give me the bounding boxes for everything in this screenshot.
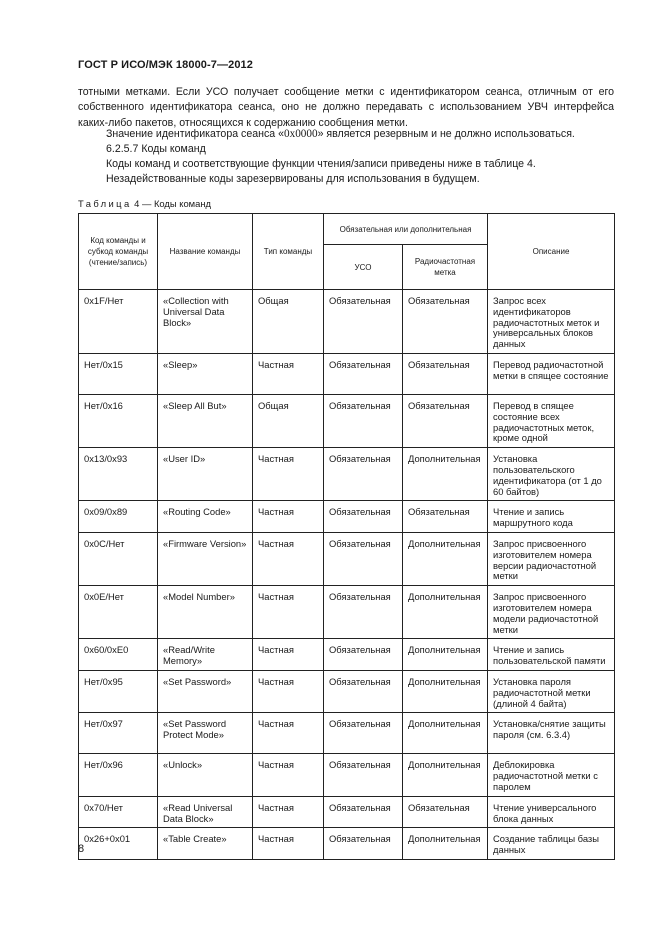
cell-uso: Обязательная	[324, 639, 403, 671]
cell-tag: Дополнительная	[403, 670, 488, 712]
cell-type: Частная	[253, 353, 324, 394]
cell-type: Частная	[253, 448, 324, 501]
table-row	[79, 532, 615, 585]
table-row	[79, 670, 615, 712]
cell-type: Частная	[253, 670, 324, 712]
paragraph-reserved-value	[106, 127, 575, 142]
cell-tag: Дополнительная	[403, 532, 488, 585]
cell-type: Частная	[253, 796, 324, 828]
reserved-text-after: » является резервным и не должно использоваться.	[317, 128, 575, 140]
table-caption	[78, 198, 211, 209]
cell-code: Нет/0x97	[79, 713, 158, 754]
cell-code: 0x0E/Нет	[79, 586, 158, 639]
table-row	[79, 353, 615, 394]
cell-desc: Запрос присвоенного изготовителем номера модели радиочастотной метки	[488, 586, 615, 639]
cell-name: «Read Universal Data Block»	[158, 796, 253, 828]
cell-uso: Обязательная	[324, 353, 403, 394]
table-row	[79, 448, 615, 501]
cell-desc: Перевод в спящее состояние всех радиочастотных меток, кроме одной	[488, 394, 615, 447]
header-uso: УСО	[324, 245, 403, 290]
cell-code: 0x60/0xE0	[79, 639, 158, 671]
cell-tag: Обязательная	[403, 353, 488, 394]
table-row	[79, 501, 615, 533]
cell-name: «User ID»	[158, 448, 253, 501]
cell-uso: Обязательная	[324, 713, 403, 754]
header-name: Название команды	[158, 214, 253, 290]
table-caption-word: Таблица	[78, 198, 132, 209]
cell-desc: Запрос всех идентификаторов радиочастотных меток и универсальных блоков данных	[488, 290, 615, 354]
header-rf-tag: Радиочастотная метка	[403, 245, 488, 290]
cell-tag: Дополнительная	[403, 448, 488, 501]
cell-tag: Обязательная	[403, 501, 488, 533]
cell-uso: Обязательная	[324, 796, 403, 828]
cell-type: Частная	[253, 532, 324, 585]
cell-name: «Routing Code»	[158, 501, 253, 533]
reserved-code: 0x0000	[284, 128, 318, 140]
header-mandatory-optional: Обязательная или дополнительная	[324, 214, 488, 245]
cell-desc: Запрос присвоенного изготовителем номера версии радиочастотной метки	[488, 532, 615, 585]
cell-tag: Обязательная	[403, 290, 488, 354]
cell-desc: Деблокировка радиочастотной метки с паролем	[488, 754, 615, 796]
cell-tag: Обязательная	[403, 394, 488, 447]
table-row	[79, 394, 615, 447]
cell-desc: Перевод радиочастотной метки в спящее состояние	[488, 353, 615, 394]
cell-uso: Обязательная	[324, 448, 403, 501]
section-heading: 6.2.5.7 Коды команд	[106, 143, 206, 155]
cell-tag: Дополнительная	[403, 754, 488, 796]
table-row	[79, 639, 615, 671]
cell-code: Нет/0x95	[79, 670, 158, 712]
cell-type: Частная	[253, 639, 324, 671]
cell-code: Нет/0x15	[79, 353, 158, 394]
table-row	[79, 796, 615, 828]
cell-desc: Установка пользовательского идентификатора (от 1 до 60 байтов)	[488, 448, 615, 501]
cell-code: 0x70/Нет	[79, 796, 158, 828]
cell-name: «Sleep»	[158, 353, 253, 394]
cell-uso: Обязательная	[324, 586, 403, 639]
cell-desc: Установка/снятие защиты пароля (см. 6.3.4)	[488, 713, 615, 754]
cell-code: Нет/0x96	[79, 754, 158, 796]
cell-uso: Обязательная	[324, 754, 403, 796]
cell-desc: Чтение и запись маршрутного кода	[488, 501, 615, 533]
cell-name: «Sleep All But»	[158, 394, 253, 447]
cell-name: «Unlock»	[158, 754, 253, 796]
paragraph-session-id: тотными метками. Если УСО получает сообщение метки с идентификатором сеанса, отличным от его собственного идентификатора сеанса, оно не должно передавать с использованием УВЧ интерфейса каких-либо пакетов, относящихся к содержанию сообщения метки.	[78, 86, 614, 129]
table-row	[79, 290, 615, 354]
cell-type: Общая	[253, 290, 324, 354]
cell-name: «Firmware Version»	[158, 532, 253, 585]
cell-uso: Обязательная	[324, 290, 403, 354]
reserved-text-before: Значение идентификатора сеанса «	[106, 128, 284, 140]
cell-tag: Дополнительная	[403, 586, 488, 639]
cell-type: Частная	[253, 754, 324, 796]
cell-uso: Обязательная	[324, 394, 403, 447]
cell-tag: Обязательная	[403, 796, 488, 828]
paragraph-reserved-codes: Незадействованные коды зарезервированы для использования в будущем.	[106, 173, 480, 185]
cell-type: Частная	[253, 713, 324, 754]
paragraph-table-ref: Коды команд и соответствующие функции чтения/записи приведены ниже в таблице 4.	[106, 158, 536, 170]
cell-name: «Collection with Universal Data Block»	[158, 290, 253, 354]
header-code: Код команды и субкод команды (чтение/запись)	[79, 214, 158, 290]
page-number: 8	[78, 843, 85, 855]
table-caption-text: 4 — Коды команд	[131, 198, 211, 209]
cell-tag: Дополнительная	[403, 639, 488, 671]
cell-code: Нет/0x16	[79, 394, 158, 447]
cell-tag: Дополнительная	[403, 828, 488, 860]
cell-uso: Обязательная	[324, 532, 403, 585]
cell-desc: Установка пароля радиочастотной метки (длиной 4 байта)	[488, 670, 615, 712]
cell-desc: Создание таблицы базы данных	[488, 828, 615, 860]
cell-name: «Set Password Protect Mode»	[158, 713, 253, 754]
table-row	[79, 586, 615, 639]
cell-code: 0x13/0x93	[79, 448, 158, 501]
cell-code: 0x26+0x01	[79, 828, 158, 860]
cell-code: 0x0C/Нет	[79, 532, 158, 585]
header-type: Тип команды	[253, 214, 324, 290]
cell-type: Частная	[253, 586, 324, 639]
cell-tag: Дополнительная	[403, 713, 488, 754]
document-header: ГОСТ Р ИСО/МЭК 18000-7—2012	[78, 59, 253, 71]
table-row	[79, 754, 615, 796]
header-description: Описание	[488, 214, 615, 290]
cell-code: 0x09/0x89	[79, 501, 158, 533]
cell-name: «Model Number»	[158, 586, 253, 639]
cell-desc: Чтение универсального блока данных	[488, 796, 615, 828]
cell-name: «Read/Write Memory»	[158, 639, 253, 671]
command-codes-table	[78, 213, 615, 860]
cell-uso: Обязательная	[324, 670, 403, 712]
cell-code: 0x1F/Нет	[79, 290, 158, 354]
table-row	[79, 828, 615, 860]
cell-name: «Set Password»	[158, 670, 253, 712]
table-row	[79, 713, 615, 754]
cell-type: Частная	[253, 828, 324, 860]
cell-desc: Чтение и запись пользовательской памяти	[488, 639, 615, 671]
cell-uso: Обязательная	[324, 501, 403, 533]
cell-type: Общая	[253, 394, 324, 447]
cell-uso: Обязательная	[324, 828, 403, 860]
cell-type: Частная	[253, 501, 324, 533]
cell-name: «Table Create»	[158, 828, 253, 860]
